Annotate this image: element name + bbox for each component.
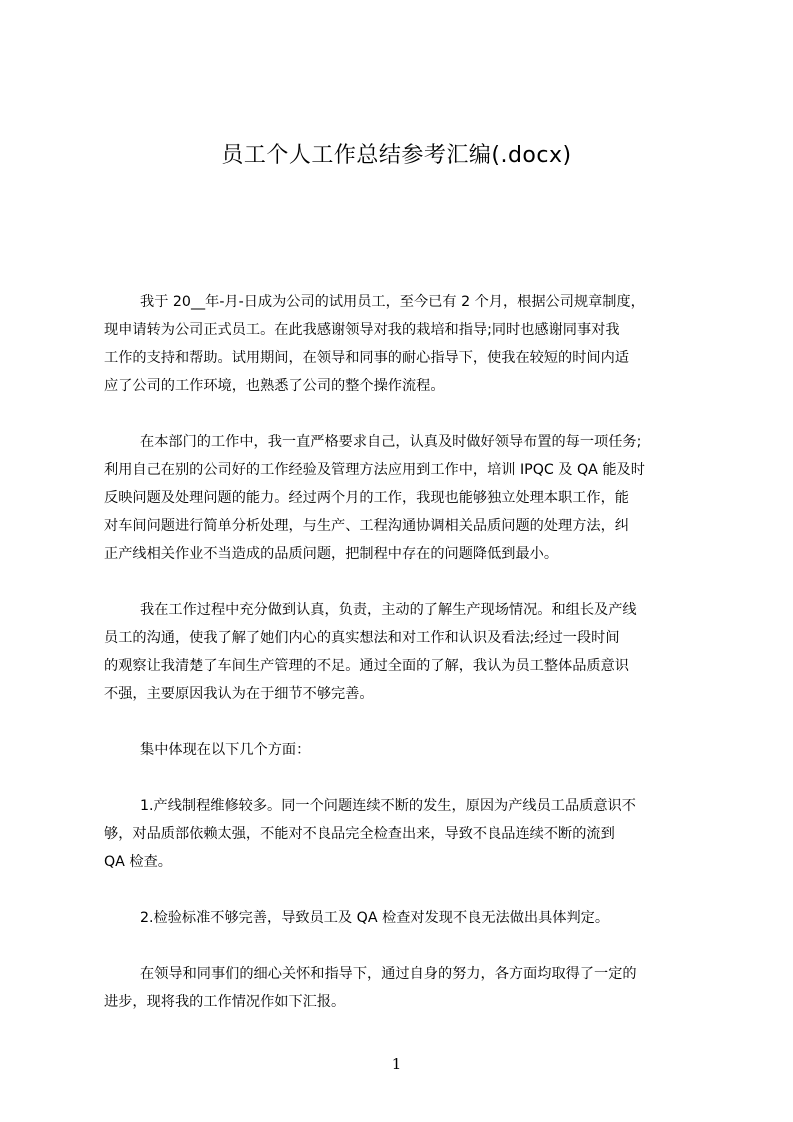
paragraph-line: 应了公司的工作环境，也熟悉了公司的整个操作流程。 [104,378,445,394]
paragraph-4 [104,736,704,764]
paragraph-line: 在领导和同事们的细心关怀和指导下，通过自身的努力，各方面均取得了一定的 [140,966,637,982]
paragraph-line: QA 检查。 [104,854,172,870]
paragraph-line: 对车间问题进行简单分析处理，与生产、工程沟通协调相关品质问题的处理方法，纠 [104,518,629,534]
paragraph-line: 够，对品质部依赖太强，不能对不良品完全检查出来，导致不良品连续不断的流到 [104,826,615,842]
paragraph-7 [104,960,704,1016]
paragraph-1 [104,288,704,400]
paragraph-line: 的观察让我清楚了车间生产管理的不足。通过全面的了解，我认为员工整体品质意识 [104,658,629,674]
paragraph-line: 在本部门的工作中，我一直严格要求自己，认真及时做好领导布置的每一项任务; [140,434,642,450]
paragraph-line: 不强，主要原因我认为在于细节不够完善。 [104,686,374,702]
paragraph-6 [104,904,704,932]
paragraph-line: 现申请转为公司正式员工。在此我感谢领导对我的栽培和指导;同时也感谢同事对我 [104,322,620,338]
paragraph-line: 2.检验标准不够完善，导致员工及 QA 检查对发现不良无法做出具体判定。 [140,910,610,926]
paragraph-line: 员工的沟通，使我了解了她们内心的真实想法和对工作和认识及看法;经过一段时间 [104,630,620,646]
paragraph-line: 集中体现在以下几个方面： [140,742,311,758]
paragraph-line: 工作的支持和帮助。试用期间，在领导和同事的耐心指导下，使我在较短的时间内适 [104,350,629,366]
paragraph-line: 利用自己在别的公司好的工作经验及管理方法应用到工作中，培训 IPQC 及 QA 能及时 [104,462,645,478]
page-number: 1 [391,1055,402,1073]
paragraph-5 [104,792,704,876]
paragraph-line: 正产线相关作业不当造成的品质问题，把制程中存在的问题降低到最小。 [104,546,559,562]
paragraph-line: 1.产线制程维修较多。同一个问题连续不断的发生，原因为产线员工品质意识不 [140,798,636,814]
paragraph-line: 进步，现将我的工作情况作如下汇报。 [104,994,346,1010]
paragraph-line: 我在工作过程中充分做到认真，负责，主动的了解生产现场情况。和组长及产线 [140,602,637,618]
document-title: 员工个人工作总结参考汇编(.docx) [221,143,572,168]
paragraph-line: 反映问题及处理问题的能力。经过两个月的工作，我现也能够独立处理本职工作，能 [104,490,629,506]
document-body [104,288,704,1044]
paragraph-3 [104,596,704,708]
paragraph-2 [104,428,704,568]
paragraph-line: 我于 20__年-月-日成为公司的试用员工，至今已有 2 个月，根据公司规章制度， [140,294,645,310]
